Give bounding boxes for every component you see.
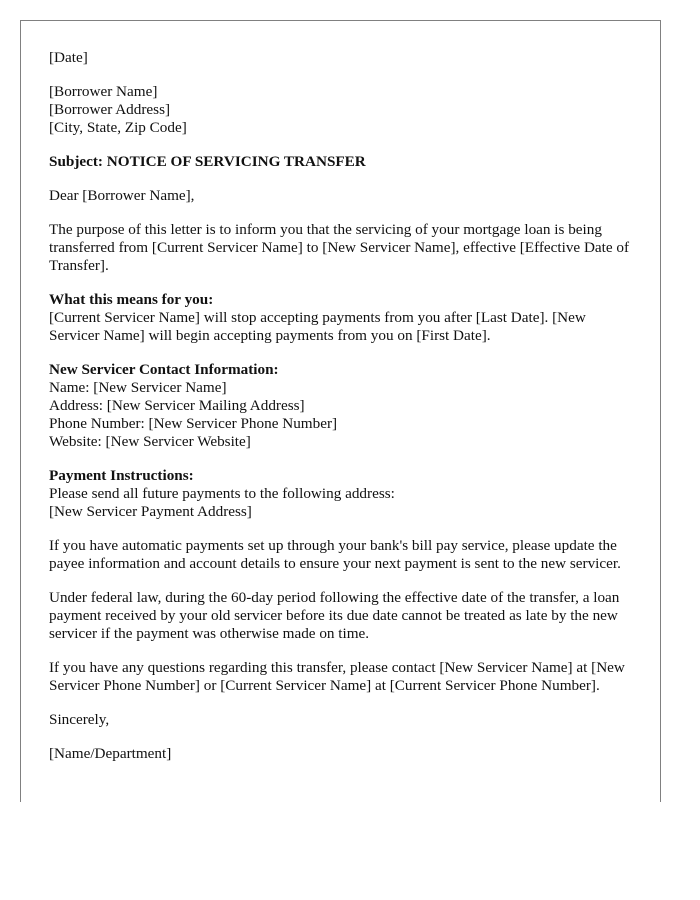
subject-text: NOTICE OF SERVICING TRANSFER <box>106 153 366 170</box>
signature: [Name/Department] <box>49 745 172 762</box>
intro-paragraph: The purpose of this letter is to inform you that the servicing of your mortgage loan is being transferred from [Current Servicer Name] to [New Servicer Name], effective [Effective Date of Transfer]. <box>49 221 630 274</box>
letter-date: [Date] <box>49 49 88 66</box>
contact-address: Address: [New Servicer Mailing Address] <box>49 397 305 414</box>
payment-instructions-section <box>49 467 639 521</box>
payment-instructions-heading: Payment Instructions: <box>49 467 194 484</box>
greeting: Dear [Borrower Name], <box>49 187 195 204</box>
what-this-means-text: [Current Servicer Name] will stop accepting payments from you after [Last Date]. [New Servicer Name] will begin accepting payments from you on [First Date]. <box>49 309 586 344</box>
contact-info-section <box>49 361 639 451</box>
closing: Sincerely, <box>49 711 110 728</box>
letter-page <box>20 20 661 802</box>
date-line <box>49 49 639 67</box>
automatic-payments-paragraph: If you have automatic payments set up through your bank's bill pay service, please update the payee information and account details to ensure your next payment is sent to the new servicer. <box>49 537 621 572</box>
recipient-city-state-zip: [City, State, Zip Code] <box>49 119 187 136</box>
contact-name: Name: [New Servicer Name] <box>49 379 227 396</box>
federal-law-paragraph: Under federal law, during the 60-day period following the effective date of the transfer, a loan payment received by your old servicer before its due date cannot be treated as late by the new servicer if the payment was otherwise made on time. <box>49 589 620 642</box>
recipient-name: [Borrower Name] <box>49 83 158 100</box>
what-this-means-section <box>49 291 639 345</box>
subject-line <box>49 153 639 171</box>
contact-phone: Phone Number: [New Servicer Phone Number] <box>49 415 338 432</box>
payment-instructions-address: [New Servicer Payment Address] <box>49 503 252 520</box>
contact-website: Website: [New Servicer Website] <box>49 433 251 450</box>
recipient-address-block <box>49 83 639 137</box>
questions-paragraph: If you have any questions regarding this transfer, please contact [New Servicer Name] at [New Servicer Phone Number] or [Current Servicer Name] at [Current Servicer Phone Number]. <box>49 659 625 694</box>
recipient-address: [Borrower Address] <box>49 101 171 118</box>
what-this-means-heading: What this means for you: <box>49 291 214 308</box>
contact-info-heading: New Servicer Contact Information: <box>49 361 279 378</box>
letter-body <box>49 49 639 779</box>
payment-instructions-line1: Please send all future payments to the following address: <box>49 485 395 502</box>
subject-label: Subject: <box>49 153 103 170</box>
